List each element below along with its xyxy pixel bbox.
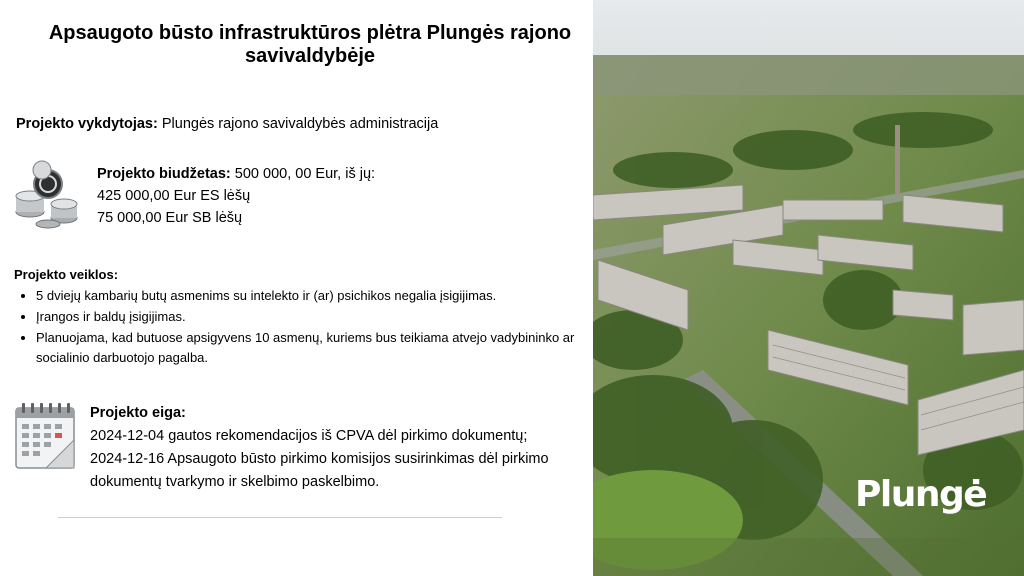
- list-item: • Planuojama, kad butuose apsigyvens 10 asmenų, kuriems bus teikiama atvejo vadybininko ar socialinio darbuotojo pagalba.: [36, 328, 589, 368]
- calendar-icon: [12, 400, 78, 472]
- budget-heading: [97, 163, 375, 185]
- budget-label: Projekto biudžetas:: [97, 166, 231, 182]
- progress-label: Projekto eiga:: [90, 405, 186, 421]
- project-budget: [97, 163, 375, 229]
- budget-eu-funds: 425 000,00 Eur ES lėšų: [97, 188, 251, 204]
- budget-state-funds: 75 000,00 Eur SB lėšų: [97, 210, 243, 226]
- executor-label: Projekto vykdytojas:: [16, 116, 158, 132]
- project-executor: [16, 116, 438, 132]
- executor-value: Plungės rajono savivaldybės administracija: [157, 116, 439, 132]
- progress-entry: 2024-12-04 gautos rekomendacijos iš CPVA dėl pirkimo dokumentų;: [90, 428, 528, 444]
- list-item: • 5 dviejų kambarių butų asmenims su intelekto ir (ar) psichikos negalia įsigijimas.: [36, 286, 589, 306]
- plunge-logo: Plungė: [855, 474, 987, 515]
- coins-icon: [12, 160, 82, 232]
- page-title: Apsaugoto būsto infrastruktūros plėtra Plungės rajono savivaldybėje: [48, 22, 572, 67]
- budget-value: 500 000, 00 Eur, iš jų:: [230, 166, 376, 182]
- progress-label-row: [90, 402, 580, 425]
- divider: [58, 517, 502, 518]
- list-item: • Įrangos ir baldų įsigijimas.: [36, 307, 589, 327]
- project-activities: [14, 267, 589, 369]
- progress-entry: 2024-12-16 Apsaugoto būsto pirkimo komisijos susirinkimas dėl pirkimo dokumentų tvarkymo ir skelbimo paskelbimo.: [90, 451, 549, 490]
- activities-list: [14, 286, 589, 368]
- activities-label: Projekto veiklos:: [14, 267, 119, 282]
- project-progress: [90, 402, 580, 494]
